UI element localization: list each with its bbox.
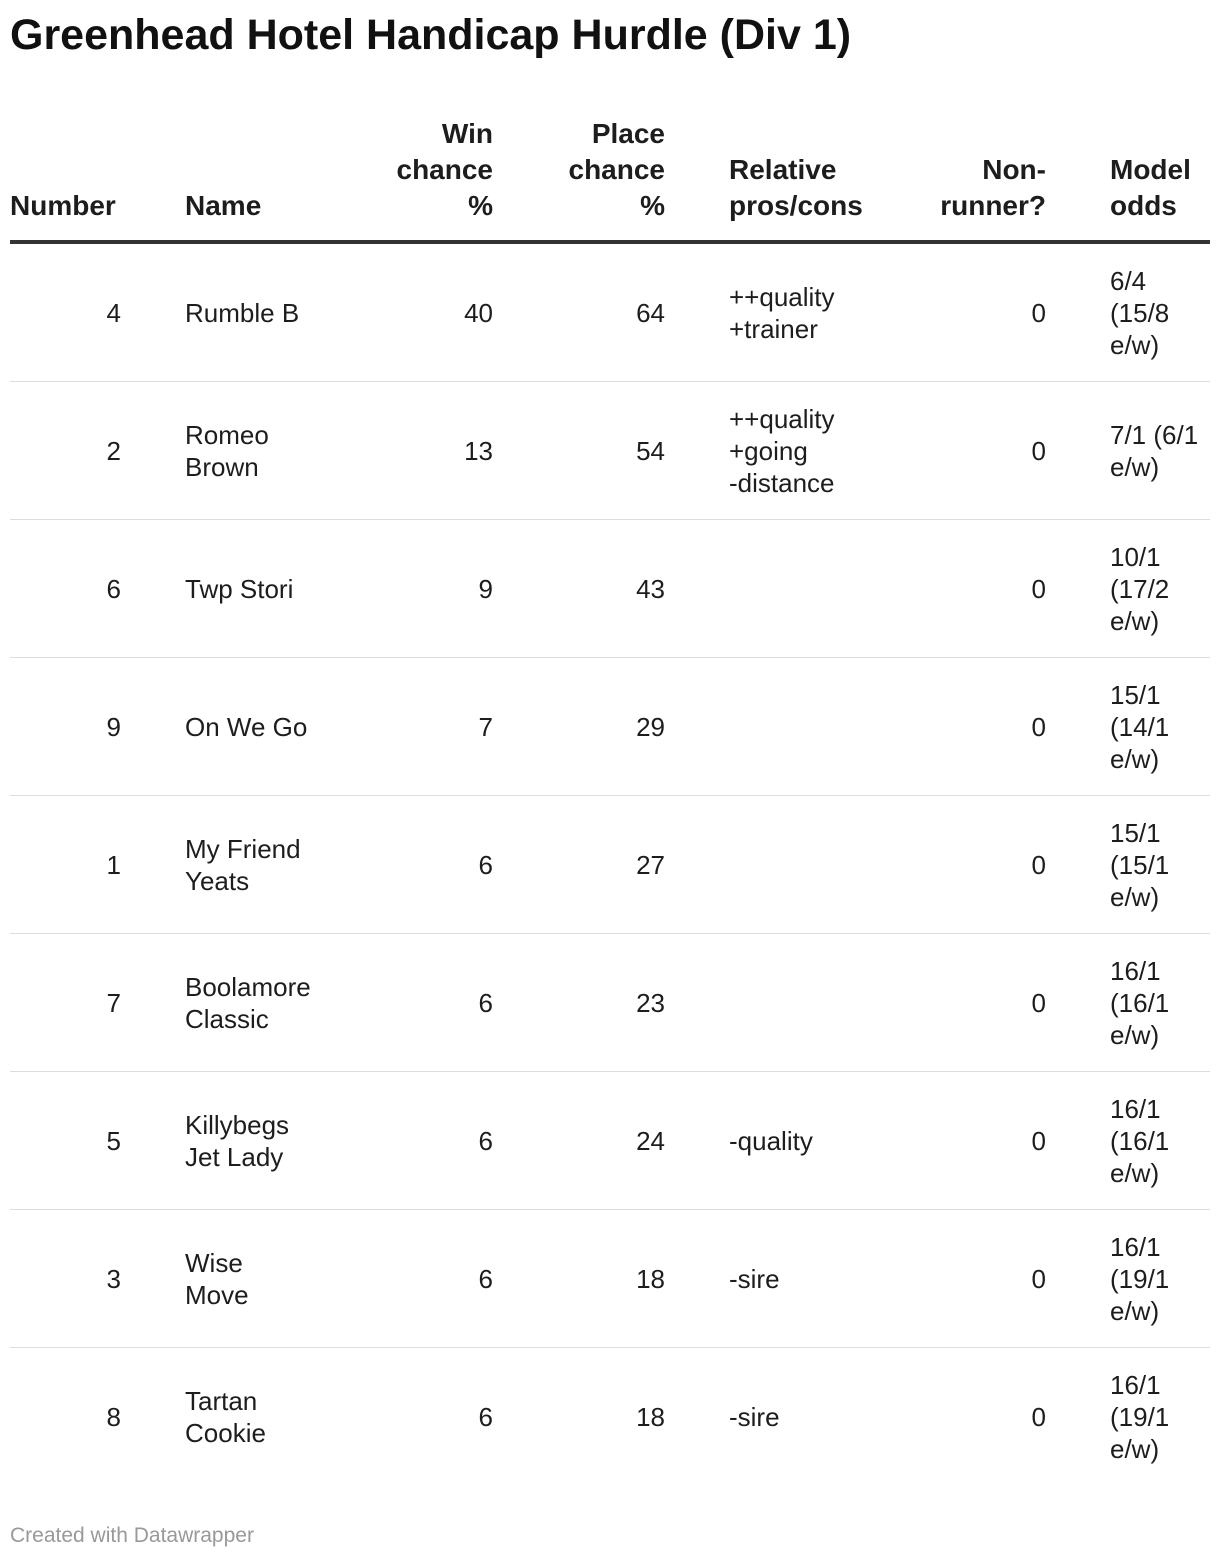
- header-place-chance[interactable]: Place chance %: [563, 112, 665, 242]
- cell-name: Rumble B: [185, 242, 325, 382]
- header-win-chance[interactable]: Win chance %: [393, 112, 493, 242]
- header-model-odds[interactable]: Model odds: [1110, 112, 1210, 242]
- cell-gap: [665, 658, 729, 796]
- cell-place-chance: 27: [563, 796, 665, 934]
- cell-win-chance: 6: [478, 1401, 493, 1432]
- table-row: [10, 242, 1210, 382]
- cell-name: Twp Stori: [185, 520, 325, 658]
- cell-gap: [325, 1072, 393, 1210]
- cell-gap: [121, 934, 185, 1072]
- cell-place-chance: 29: [563, 658, 665, 796]
- cell-gap: [884, 658, 928, 796]
- cell-gap: [1046, 382, 1110, 520]
- table-body: [10, 242, 1210, 1485]
- cell-non-runner: 0: [928, 1210, 1046, 1348]
- cell-gap: [665, 1210, 729, 1348]
- cell-pros-cons: [729, 658, 884, 796]
- cell-model-odds: 6/4 (15/8 e/w): [1110, 242, 1210, 382]
- cell-name: Romeo Brown: [185, 382, 325, 520]
- header-pros-cons[interactable]: Relative pros/cons: [729, 112, 884, 242]
- cell-win-chance: 6: [393, 934, 493, 1072]
- cell-gap: [493, 1348, 563, 1486]
- cell-number: 2: [10, 382, 121, 520]
- cell-place-chance: 18: [563, 1210, 665, 1348]
- cell-win-chance: 40: [393, 242, 493, 382]
- cell-name: Boolamore Classic: [185, 934, 325, 1072]
- cell-non-runner: 0: [928, 796, 1046, 934]
- chart-title: Greenhead Hotel Handicap Hurdle (Div 1): [10, 11, 852, 59]
- cell-gap: [665, 1072, 729, 1210]
- cell-model-odds: 16/1 (16/1 e/w): [1110, 1072, 1210, 1210]
- cell-gap: [665, 796, 729, 934]
- cell-pros-cons: [729, 520, 884, 658]
- header-number[interactable]: Number: [10, 112, 121, 242]
- cell-non-runner: 0: [928, 242, 1046, 382]
- cell-gap: [1046, 658, 1110, 796]
- cell-gap: [493, 934, 563, 1072]
- cell-win-chance: 6: [393, 1072, 493, 1210]
- cell-pros-cons: [729, 934, 884, 1072]
- footer-credit: Created with Datawrapper: [10, 1524, 254, 1547]
- cell-non-runner: 0: [1031, 1401, 1046, 1432]
- cell-gap: [325, 796, 393, 934]
- cell-gap: [325, 520, 393, 658]
- cell-gap: [884, 520, 928, 658]
- table-row: [10, 796, 1210, 934]
- cell-win-chance: 13: [393, 382, 493, 520]
- header-name[interactable]: Name: [185, 112, 325, 242]
- table-row: [10, 382, 1210, 520]
- cell-model-odds: 16/1 (19/1 e/w): [1110, 1369, 1170, 1464]
- cell-model-odds: 7/1 (6/1 e/w): [1110, 382, 1210, 520]
- cell-number: 3: [10, 1210, 121, 1348]
- cell-pros-cons: [729, 796, 884, 934]
- cell-gap: [1046, 520, 1110, 658]
- cell-model-odds: 16/1 (16/1 e/w): [1110, 934, 1210, 1072]
- cell-gap: [121, 796, 185, 934]
- cell-model-odds: 16/1 (19/1 e/w): [1110, 1210, 1210, 1348]
- cell-place-chance: 23: [563, 934, 665, 1072]
- header-non-runner[interactable]: Non- runner?: [928, 112, 1046, 242]
- cell-non-runner: 0: [928, 382, 1046, 520]
- cell-gap: [665, 242, 729, 382]
- cell-place-chance: 18: [636, 1401, 665, 1432]
- cell-gap: [1046, 796, 1110, 934]
- cell-win-chance: 6: [393, 796, 493, 934]
- table-row: [10, 934, 1210, 1072]
- cell-gap: [884, 242, 928, 382]
- cell-gap: [493, 658, 563, 796]
- table-row: [10, 658, 1210, 796]
- cell-gap: [121, 242, 185, 382]
- table-row: [10, 1348, 1210, 1486]
- cell-gap: [493, 382, 563, 520]
- cell-gap: [1046, 1210, 1110, 1348]
- cell-pros-cons: ++quality +going -distance: [729, 382, 884, 520]
- cell-gap: [884, 1072, 928, 1210]
- cell-gap: [665, 520, 729, 658]
- cell-place-chance: 43: [563, 520, 665, 658]
- cell-pros-cons: -sire: [729, 1210, 884, 1348]
- cell-gap: [665, 382, 729, 520]
- cell-gap: [325, 658, 393, 796]
- cell-name: My Friend Yeats: [185, 796, 325, 934]
- cell-place-chance: 54: [563, 382, 665, 520]
- cell-number: 5: [10, 1072, 121, 1210]
- cell-name: Killybegs Jet Lady: [185, 1072, 325, 1210]
- cell-gap: [1046, 242, 1110, 382]
- cell-win-chance: 7: [393, 658, 493, 796]
- cell-number: 6: [10, 520, 121, 658]
- table-row: [10, 520, 1210, 658]
- cell-gap: [121, 1072, 185, 1210]
- table-row: [10, 1210, 1210, 1348]
- cell-gap: [325, 1348, 393, 1486]
- cell-number: 7: [10, 934, 121, 1072]
- odds-table: [10, 112, 1210, 1485]
- cell-pros-cons: ++quality +trainer: [729, 242, 884, 382]
- cell-number: 8: [106, 1401, 121, 1432]
- cell-place-chance: 64: [563, 242, 665, 382]
- cell-place-chance: 24: [563, 1072, 665, 1210]
- cell-gap: [1046, 1348, 1110, 1486]
- cell-gap: [325, 1210, 393, 1348]
- cell-gap: [325, 934, 393, 1072]
- cell-gap: [884, 1210, 928, 1348]
- cell-gap: [121, 1348, 185, 1486]
- cell-gap: [665, 1348, 729, 1486]
- table-row: [10, 1072, 1210, 1210]
- cell-gap: [325, 382, 393, 520]
- cell-non-runner: 0: [928, 520, 1046, 658]
- cell-win-chance: 9: [393, 520, 493, 658]
- cell-win-chance: 6: [393, 1210, 493, 1348]
- table-header-row: [10, 112, 1210, 242]
- cell-model-odds: 15/1 (15/1 e/w): [1110, 796, 1210, 934]
- cell-pros-cons: -sire: [729, 1401, 780, 1432]
- cell-model-odds: 15/1 (14/1 e/w): [1110, 658, 1210, 796]
- cell-gap: [1046, 934, 1110, 1072]
- cell-gap: [121, 1210, 185, 1348]
- cell-number: 9: [10, 658, 121, 796]
- cell-gap: [1046, 1072, 1110, 1210]
- cell-non-runner: 0: [928, 1072, 1046, 1210]
- cell-gap: [884, 934, 928, 1072]
- cell-gap: [884, 382, 928, 520]
- cell-name: On We Go: [185, 658, 325, 796]
- cell-name: Wise Move: [185, 1210, 325, 1348]
- cell-gap: [493, 1210, 563, 1348]
- cell-gap: [121, 382, 185, 520]
- cell-gap: [493, 796, 563, 934]
- cell-name: Tartan Cookie: [185, 1385, 266, 1448]
- cell-gap: [493, 520, 563, 658]
- cell-gap: [121, 658, 185, 796]
- cell-gap: [493, 1072, 563, 1210]
- cell-pros-cons: -quality: [729, 1072, 884, 1210]
- cell-number: 4: [10, 242, 121, 382]
- cell-gap: [665, 934, 729, 1072]
- cell-gap: [884, 1348, 928, 1486]
- cell-gap: [884, 796, 928, 934]
- cell-gap: [325, 242, 393, 382]
- cell-model-odds: 10/1 (17/2 e/w): [1110, 520, 1210, 658]
- cell-gap: [493, 242, 563, 382]
- cell-number: 1: [10, 796, 121, 934]
- cell-non-runner: 0: [928, 658, 1046, 796]
- cell-gap: [121, 520, 185, 658]
- cell-non-runner: 0: [928, 934, 1046, 1072]
